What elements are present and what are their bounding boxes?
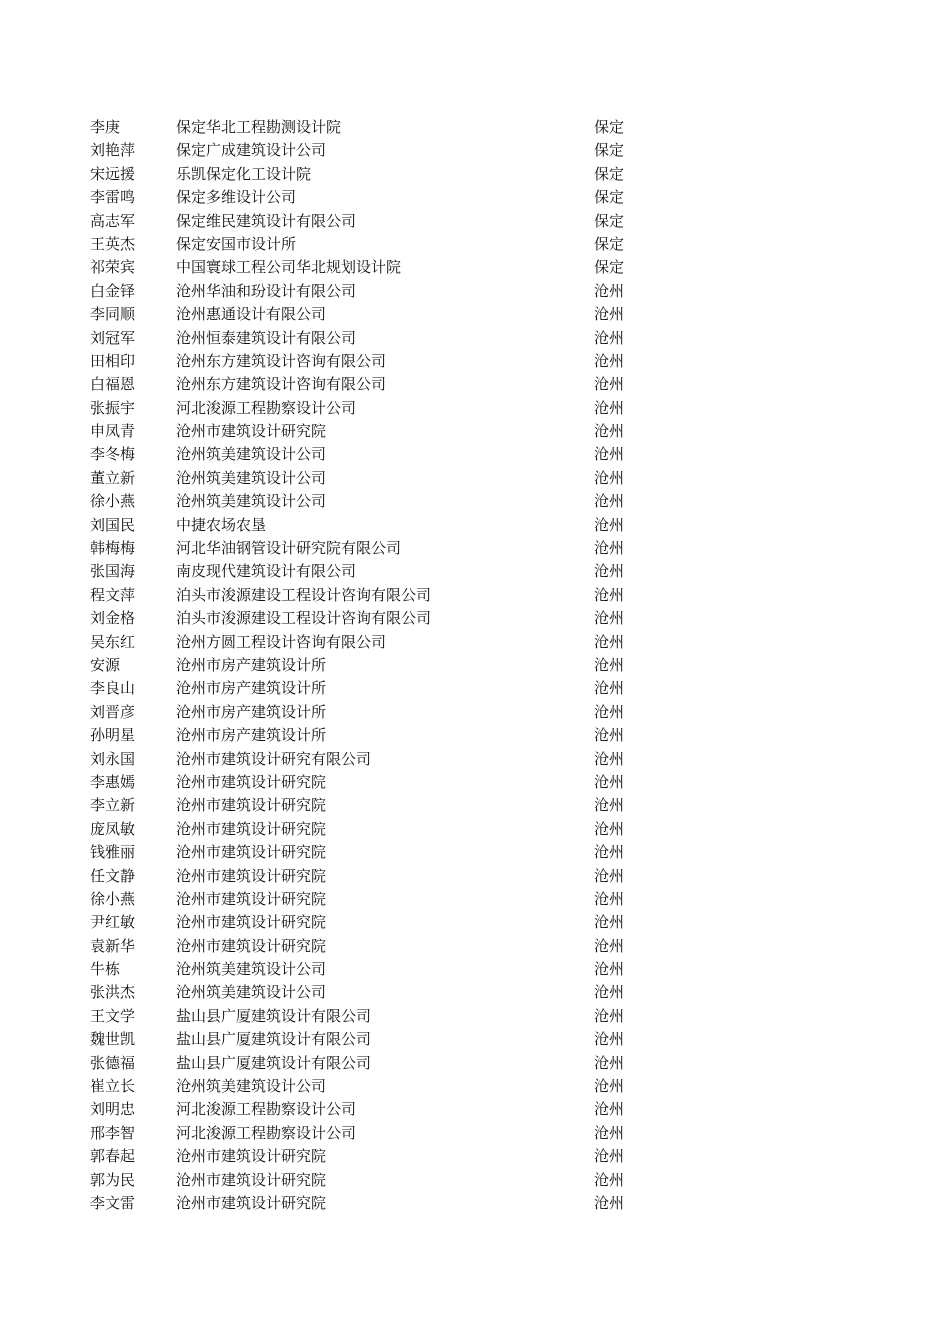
person-name: 祁荣宾 — [90, 258, 136, 277]
organization-name: 沧州华油和玢设计有限公司 — [176, 281, 357, 300]
city-name: 沧州 — [594, 1193, 625, 1212]
city-name: 保定 — [594, 188, 625, 207]
person-name: 刘明忠 — [90, 1100, 136, 1119]
person-name: 邢李智 — [90, 1123, 136, 1142]
table-row — [90, 327, 650, 350]
organization-name: 沧州筑美建筑设计公司 — [176, 492, 327, 511]
organization-name: 盐山县广厦建筑设计有限公司 — [176, 1030, 372, 1049]
organization-name: 河北浚源工程勘察设计公司 — [176, 1100, 357, 1119]
person-name: 宋远援 — [90, 164, 136, 183]
city-name: 沧州 — [594, 539, 625, 558]
table-row — [90, 256, 650, 279]
organization-name: 沧州市建筑设计研究院 — [176, 422, 327, 441]
organization-name: 沧州市建筑设计研究院 — [176, 843, 327, 862]
organization-name: 沧州市建筑设计研究院 — [176, 866, 327, 885]
table-row — [90, 373, 650, 396]
organization-name: 沧州筑美建筑设计公司 — [176, 468, 327, 487]
table-row — [90, 748, 650, 771]
person-name: 徐小燕 — [90, 889, 136, 908]
table-row — [90, 490, 650, 513]
table-row — [90, 1122, 650, 1145]
city-name: 沧州 — [594, 843, 625, 862]
table-row — [90, 116, 650, 139]
city-name: 沧州 — [594, 819, 625, 838]
table-row — [90, 1169, 650, 1192]
person-name: 徐小燕 — [90, 492, 136, 511]
city-name: 沧州 — [594, 726, 625, 745]
city-name: 沧州 — [594, 468, 625, 487]
table-row — [90, 467, 650, 490]
person-name: 李冬梅 — [90, 445, 136, 464]
table-row — [90, 911, 650, 934]
person-name: 田相印 — [90, 351, 136, 370]
table-row — [90, 1028, 650, 1051]
city-name: 沧州 — [594, 655, 625, 674]
table-row — [90, 654, 650, 677]
organization-name: 南皮现代建筑设计有限公司 — [176, 562, 357, 581]
person-name: 牛栋 — [90, 960, 121, 979]
person-name: 崔立长 — [90, 1077, 136, 1096]
city-name: 保定 — [594, 164, 625, 183]
table-row — [90, 1192, 650, 1215]
city-name: 沧州 — [594, 281, 625, 300]
organization-name: 保定华北工程勘测设计院 — [176, 118, 342, 136]
city-name: 沧州 — [594, 305, 625, 324]
person-name: 李庚 — [90, 118, 121, 136]
person-name: 刘晋彦 — [90, 702, 136, 721]
table-row — [90, 350, 650, 373]
city-name: 沧州 — [594, 1170, 625, 1189]
person-name: 李雷鸣 — [90, 188, 136, 207]
table-row — [90, 935, 650, 958]
person-name: 李良山 — [90, 679, 136, 698]
city-name: 沧州 — [594, 1100, 625, 1119]
organization-name: 沧州筑美建筑设计公司 — [176, 445, 327, 464]
organization-name: 河北浚源工程勘察设计公司 — [176, 1123, 357, 1142]
city-name: 沧州 — [594, 562, 625, 581]
person-name: 吴东红 — [90, 632, 136, 651]
organization-name: 泊头市浚源建设工程设计咨询有限公司 — [176, 609, 432, 628]
organization-name: 盐山县广厦建筑设计有限公司 — [176, 1006, 372, 1025]
table-row — [90, 607, 650, 630]
city-name: 沧州 — [594, 866, 625, 885]
city-name: 沧州 — [594, 1077, 625, 1096]
organization-name: 沧州市房产建筑设计所 — [176, 726, 327, 745]
person-name: 任文静 — [90, 866, 136, 885]
table-row — [90, 724, 650, 747]
person-name: 韩梅梅 — [90, 539, 136, 558]
organization-name: 沧州市建筑设计研究院 — [176, 819, 327, 838]
city-name: 沧州 — [594, 796, 625, 815]
person-name: 张德福 — [90, 1053, 136, 1072]
table-row — [90, 958, 650, 981]
organization-name: 沧州市房产建筑设计所 — [176, 679, 327, 698]
table-row — [90, 888, 650, 911]
table-row — [90, 420, 650, 443]
city-name: 沧州 — [594, 632, 625, 651]
table-row — [90, 1145, 650, 1168]
table-row — [90, 584, 650, 607]
person-name: 魏世凯 — [90, 1030, 136, 1049]
table-row — [90, 865, 650, 888]
organization-name: 沧州市建筑设计研究院 — [176, 936, 327, 955]
city-name: 沧州 — [594, 375, 625, 394]
organization-name: 沧州市建筑设计研究院 — [176, 1170, 327, 1189]
person-name: 孙明星 — [90, 726, 136, 745]
table-row — [90, 677, 650, 700]
organization-name: 河北浚源工程勘察设计公司 — [176, 398, 357, 417]
person-name: 刘金格 — [90, 609, 136, 628]
organization-name: 沧州恒泰建筑设计有限公司 — [176, 328, 357, 347]
person-name: 高志军 — [90, 211, 136, 230]
table-row — [90, 631, 650, 654]
city-name: 沧州 — [594, 1006, 625, 1025]
table-row — [90, 397, 650, 420]
organization-name: 中国寰球工程公司华北规划设计院 — [176, 258, 402, 277]
organization-name: 沧州市建筑设计研究院 — [176, 1147, 327, 1166]
organization-name: 中捷农场农垦 — [176, 515, 267, 534]
person-name: 程文萍 — [90, 585, 136, 604]
city-name: 沧州 — [594, 585, 625, 604]
person-name: 张振宇 — [90, 398, 136, 417]
organization-name: 沧州市房产建筑设计所 — [176, 702, 327, 721]
city-name: 保定 — [594, 234, 625, 253]
person-name: 郭春起 — [90, 1147, 136, 1166]
table-row — [90, 537, 650, 560]
person-name: 庞凤敏 — [90, 819, 136, 838]
city-name: 沧州 — [594, 609, 625, 628]
table-row — [90, 139, 650, 162]
person-name: 王英杰 — [90, 234, 136, 253]
organization-name: 沧州方圆工程设计咨询有限公司 — [176, 632, 387, 651]
city-name: 沧州 — [594, 351, 625, 370]
person-name: 刘国民 — [90, 515, 136, 534]
table-row — [90, 303, 650, 326]
organization-name: 沧州市建筑设计研究院 — [176, 772, 327, 791]
city-name: 沧州 — [594, 1053, 625, 1072]
city-name: 沧州 — [594, 422, 625, 441]
organization-name: 盐山县广厦建筑设计有限公司 — [176, 1053, 372, 1072]
person-name: 张洪杰 — [90, 983, 136, 1002]
table-row — [90, 163, 650, 186]
person-name: 李立新 — [90, 796, 136, 815]
city-name: 沧州 — [594, 1030, 625, 1049]
table-row — [90, 981, 650, 1004]
organization-name: 乐凯保定化工设计院 — [176, 164, 312, 183]
person-name: 张国海 — [90, 562, 136, 581]
organization-name: 沧州市建筑设计研究有限公司 — [176, 749, 372, 768]
table-row — [90, 233, 650, 256]
city-name: 沧州 — [594, 398, 625, 417]
person-name: 安源 — [90, 655, 121, 674]
person-name: 董立新 — [90, 468, 136, 487]
person-name: 李惠嫣 — [90, 772, 136, 791]
city-name: 保定 — [594, 211, 625, 230]
city-name: 沧州 — [594, 749, 625, 768]
table-row — [90, 210, 650, 233]
table-row — [90, 560, 650, 583]
organization-name: 泊头市浚源建设工程设计咨询有限公司 — [176, 585, 432, 604]
table-row — [90, 514, 650, 537]
person-name: 尹红敏 — [90, 913, 136, 932]
organization-name: 沧州市建筑设计研究院 — [176, 913, 327, 932]
person-name: 刘艳萍 — [90, 141, 136, 160]
organization-name: 保定安国市设计所 — [176, 234, 297, 253]
organization-name: 保定维民建筑设计有限公司 — [176, 211, 357, 230]
organization-name: 保定广成建筑设计公司 — [176, 141, 327, 160]
organization-name: 沧州筑美建筑设计公司 — [176, 983, 327, 1002]
city-name: 保定 — [594, 118, 625, 136]
organization-name: 沧州市房产建筑设计所 — [176, 655, 327, 674]
table-row — [90, 841, 650, 864]
city-name: 保定 — [594, 141, 625, 160]
person-name: 郭为民 — [90, 1170, 136, 1189]
table-row — [90, 771, 650, 794]
organization-name: 沧州市建筑设计研究院 — [176, 796, 327, 815]
city-name: 沧州 — [594, 983, 625, 1002]
organization-name: 沧州筑美建筑设计公司 — [176, 960, 327, 979]
city-name: 沧州 — [594, 1147, 625, 1166]
city-name: 沧州 — [594, 702, 625, 721]
table-row — [90, 818, 650, 841]
table-row — [90, 1075, 650, 1098]
table-row — [90, 794, 650, 817]
city-name: 保定 — [594, 258, 625, 277]
organization-name: 沧州市建筑设计研究院 — [176, 1193, 327, 1212]
table-row — [90, 701, 650, 724]
city-name: 沧州 — [594, 445, 625, 464]
city-name: 沧州 — [594, 936, 625, 955]
table-row — [90, 186, 650, 209]
table-row — [90, 280, 650, 303]
person-name: 刘冠军 — [90, 328, 136, 347]
city-name: 沧州 — [594, 889, 625, 908]
person-name: 钱雅丽 — [90, 843, 136, 862]
city-name: 沧州 — [594, 960, 625, 979]
person-name: 李同顺 — [90, 305, 136, 324]
person-name: 白福恩 — [90, 375, 136, 394]
organization-name: 沧州筑美建筑设计公司 — [176, 1077, 327, 1096]
person-name: 刘永国 — [90, 749, 136, 768]
organization-name: 沧州东方建筑设计咨询有限公司 — [176, 375, 387, 394]
city-name: 沧州 — [594, 515, 625, 534]
organization-name: 河北华油钢管设计研究院有限公司 — [176, 539, 402, 558]
table-row — [90, 1005, 650, 1028]
organization-name: 沧州东方建筑设计咨询有限公司 — [176, 351, 387, 370]
person-name: 袁新华 — [90, 936, 136, 955]
city-name: 沧州 — [594, 913, 625, 932]
city-name: 沧州 — [594, 679, 625, 698]
table-row — [90, 1098, 650, 1121]
person-name: 李文雷 — [90, 1193, 136, 1212]
organization-name: 沧州市建筑设计研究院 — [176, 889, 327, 908]
person-name: 白金铎 — [90, 281, 136, 300]
organization-name: 保定多维设计公司 — [176, 188, 297, 207]
table-row — [90, 1052, 650, 1075]
city-name: 沧州 — [594, 1123, 625, 1142]
city-name: 沧州 — [594, 328, 625, 347]
table-row — [90, 443, 650, 466]
roster-table — [90, 116, 650, 1215]
city-name: 沧州 — [594, 772, 625, 791]
organization-name: 沧州惠通设计有限公司 — [176, 305, 327, 324]
person-name: 王文学 — [90, 1006, 136, 1025]
city-name: 沧州 — [594, 492, 625, 511]
person-name: 申凤青 — [90, 422, 136, 441]
